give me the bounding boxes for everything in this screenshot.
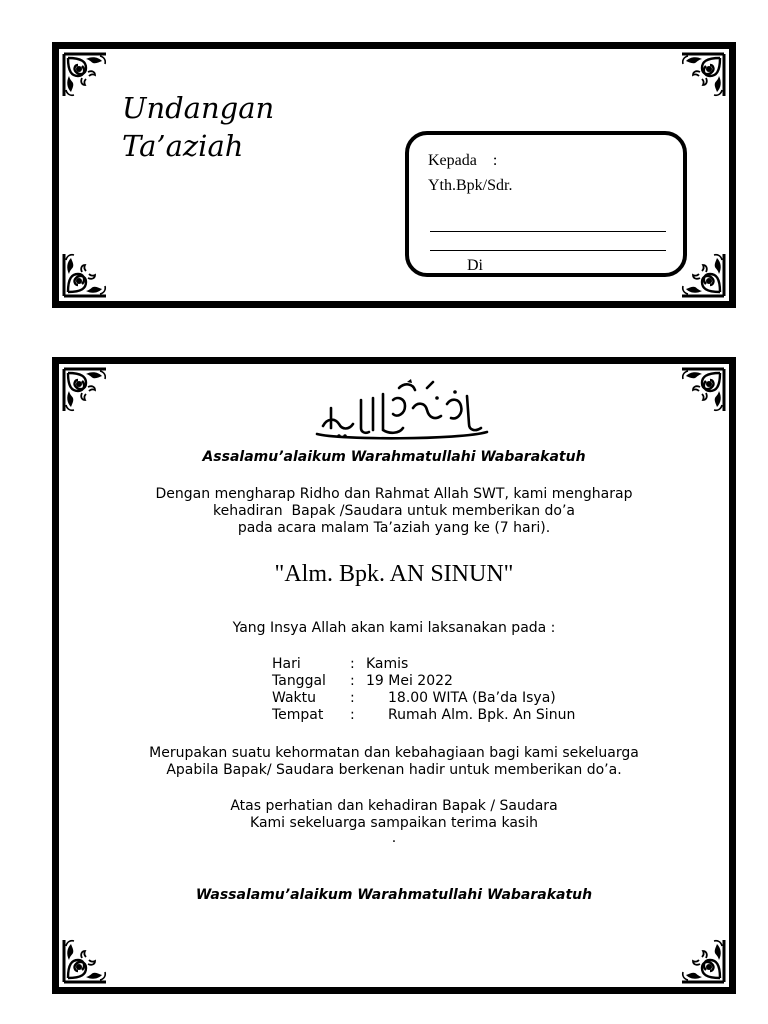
thanks-line-1: Atas perhatian dan kehadiran Bapak / Saudara <box>230 798 558 814</box>
event-details <box>272 656 575 724</box>
ornamental-corner-icon <box>62 938 108 984</box>
honor-line-2: Apabila Bapak/ Saudara berkenan hadir untuk memberikan do’a. <box>166 762 622 778</box>
detail-row-time <box>272 690 575 707</box>
envelope-title-line2: Ta’aziah <box>122 129 244 163</box>
intro-line-1: Dengan mengharap Ridho dan Rahmat Allah SWT, kami mengharap <box>155 486 633 502</box>
detail-value: 19 Mei 2022 <box>366 673 453 689</box>
ornamental-corner-icon <box>680 367 726 413</box>
envelope-title-line1: Undangan <box>122 91 275 125</box>
closing-greeting: Wassalamu’alaikum Warahmatullahi Wabarakatuh <box>195 887 593 903</box>
detail-row-date <box>272 673 575 690</box>
intro-line-3: pada acara malam Ta’aziah yang ke (7 hari). <box>237 520 551 536</box>
address-box <box>405 131 687 277</box>
ornamental-corner-icon <box>680 52 726 98</box>
detail-label: Waktu <box>272 690 316 706</box>
ornamental-corner-icon <box>62 367 108 413</box>
detail-row-day <box>272 656 575 673</box>
detail-label: Tanggal <box>272 673 326 689</box>
honor-line-1: Merupakan suatu kehormatan dan kebahagiaan bagi kami sekeluarga <box>149 745 639 761</box>
address-blank-line <box>430 250 666 251</box>
ornamental-corner-icon <box>680 252 726 298</box>
detail-value: Rumah Alm. Bpk. An Sinun <box>388 707 576 723</box>
ornamental-corner-icon <box>62 52 108 98</box>
envelope-card <box>52 42 736 308</box>
bismillah-calligraphy-icon <box>309 378 495 444</box>
detail-row-place <box>272 707 575 724</box>
detail-colon: : <box>350 707 355 723</box>
envelope-title <box>122 89 274 165</box>
invitation-card <box>52 357 736 994</box>
detail-label: Tempat <box>272 707 324 723</box>
intro-line-2: kehadiran Bapak /Saudara untuk memberikan do’a <box>212 503 576 519</box>
address-location-label: Di <box>467 257 483 274</box>
detail-value: Kamis <box>366 656 409 672</box>
ornamental-corner-icon <box>62 252 108 298</box>
thanks-dot: . <box>391 830 397 846</box>
address-recipient-label: Kepada : <box>428 152 498 169</box>
deceased-name: "Alm. Bpk. AN SINUN" <box>274 561 514 587</box>
thanks-line-2: Kami sekeluarga sampaikan terima kasih <box>250 815 538 831</box>
detail-colon: : <box>350 656 355 672</box>
address-salutation: Yth.Bpk/Sdr. <box>428 177 513 194</box>
detail-colon: : <box>350 690 355 706</box>
schedule-intro: Yang Insya Allah akan kami laksanakan pada : <box>232 620 556 636</box>
detail-label: Hari <box>272 656 301 672</box>
address-blank-line <box>430 231 666 232</box>
opening-greeting: Assalamu’alaikum Warahmatullahi Wabarakatuh <box>202 449 586 465</box>
detail-value: 18.00 WITA (Ba’da Isya) <box>388 690 556 706</box>
ornamental-corner-icon <box>680 938 726 984</box>
detail-colon: : <box>350 673 355 689</box>
